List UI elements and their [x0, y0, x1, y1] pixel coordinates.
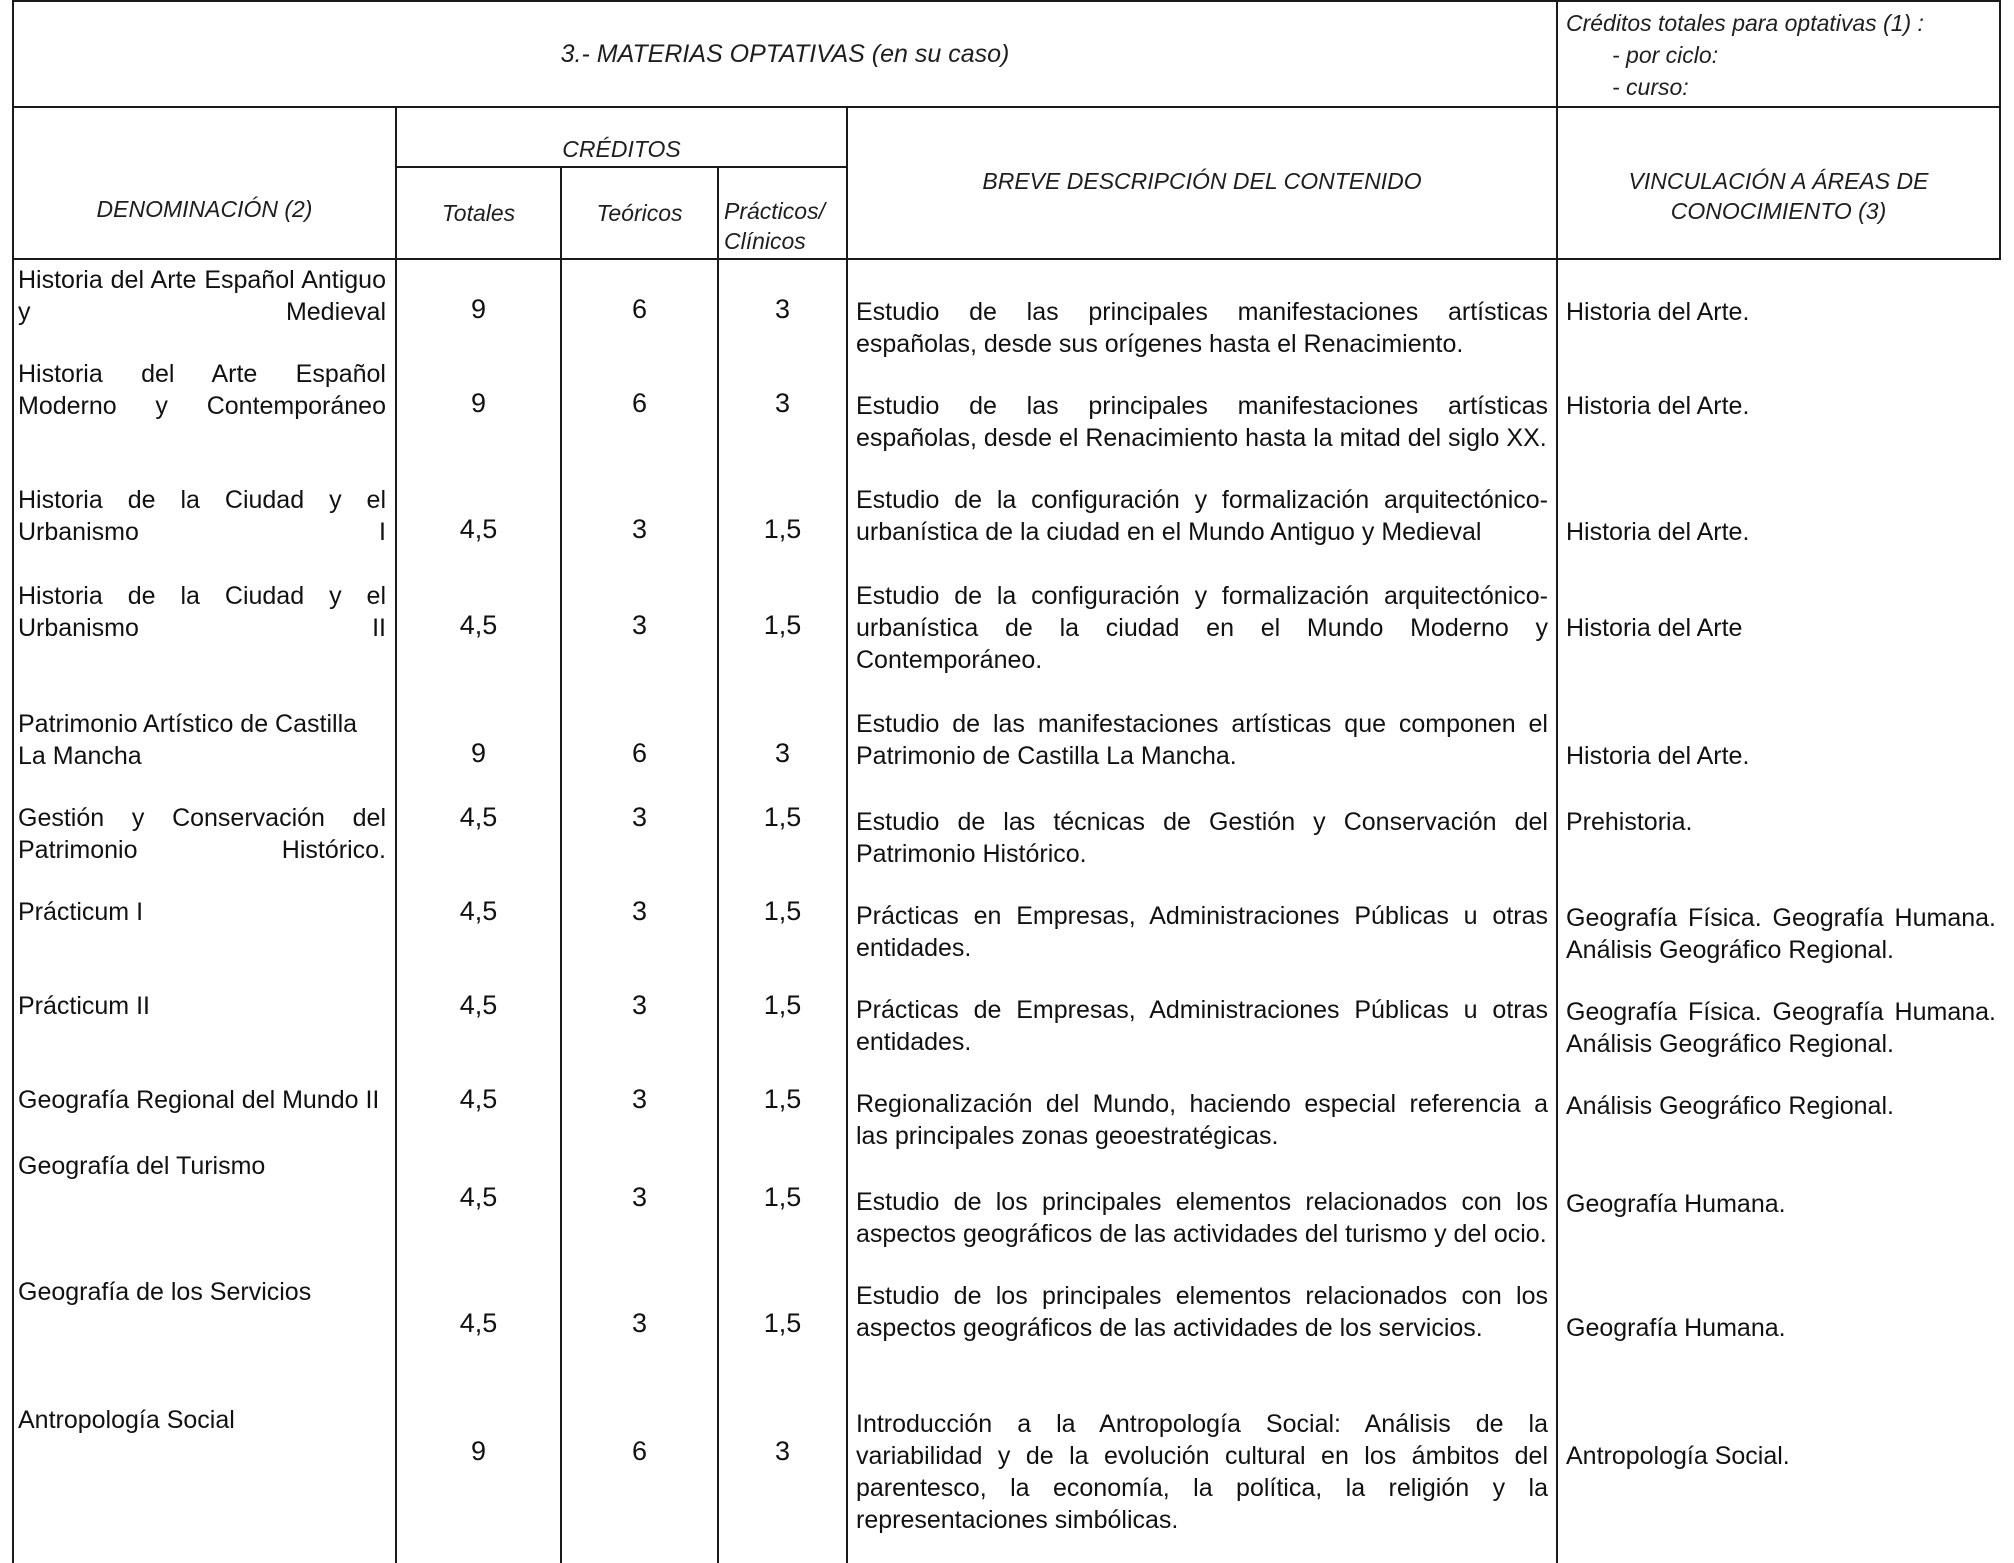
row-vinculacion: Historia del Arte. — [1566, 742, 1750, 770]
row-practicos: 1,5 — [763, 1182, 802, 1212]
credits-note-line3: - curso: — [1612, 74, 1689, 100]
row-totales: 4,5 — [459, 514, 498, 544]
row-teoricos: 3 — [631, 1182, 648, 1212]
col-divider-descripcion — [1556, 0, 1558, 1563]
row-descripcion: Estudio de la configuración y formalización arquitectónico-urbanística de la ciudad en el Mundo Moderno y Contemporáneo. — [856, 582, 1548, 674]
row-denominacion: Geografía Regional del Mundo II — [18, 1086, 380, 1114]
row-teoricos: 3 — [631, 1308, 648, 1338]
row-totales: 4,5 — [459, 1182, 498, 1212]
row-teoricos: 6 — [631, 388, 648, 418]
row-practicos: 3 — [774, 388, 791, 418]
row-descripcion: Estudio de la configuración y formalización arquitectónico-urbanística de la ciudad en el Mundo Antiguo y Medieval — [856, 486, 1548, 546]
column-header-rule — [12, 258, 2001, 260]
row-descripcion: Estudio de las principales manifestaciones artísticas españolas, desde el Renacimiento hasta la mitad del siglo XX. — [856, 392, 1548, 452]
row-teoricos: 6 — [631, 738, 648, 768]
col-header-denominacion: DENOMINACIÓN (2) — [96, 196, 313, 222]
row-vinculacion: Historia del Arte. — [1566, 392, 1750, 420]
row-totales: 9 — [470, 294, 487, 324]
row-practicos: 3 — [774, 294, 791, 324]
row-practicos: 1,5 — [763, 514, 802, 544]
row-teoricos: 3 — [631, 990, 648, 1020]
row-denominacion: Geografía de los Servicios — [18, 1278, 312, 1306]
row-vinculacion: Historia del Arte. — [1566, 298, 1750, 326]
col-header-creditos: CRÉDITOS — [562, 136, 681, 162]
row-descripcion: Estudio de las principales manifestaciones artísticas españolas, desde sus orígenes hasta el Renacimiento. — [856, 298, 1548, 358]
col-header-vinculacion-line2: CONOCIMIENTO (3) — [1670, 198, 1887, 224]
row-practicos: 1,5 — [763, 896, 802, 926]
row-denominacion: Historia de la Ciudad y el Urbanismo II — [18, 582, 386, 642]
row-vinculacion: Antropología Social. — [1566, 1442, 1790, 1470]
row-denominacion: Prácticum I — [18, 898, 144, 926]
row-vinculacion: Geografía Física. Geografía Humana. Análisis Geográfico Regional. — [1566, 998, 1996, 1058]
col-header-descripcion: BREVE DESCRIPCIÓN DEL CONTENIDO — [982, 168, 1422, 194]
row-descripcion: Introducción a la Antropología Social: Análisis de la variabilidad y de la evolución cultural en los ámbitos del parentesco, la economía, la política, la religión y la representaciones simbólicas. — [856, 1410, 1548, 1534]
row-totales: 9 — [470, 388, 487, 418]
row-totales: 9 — [470, 738, 487, 768]
row-vinculacion: Geografía Humana. — [1566, 1314, 1786, 1342]
row-denominacion: Historia de la Ciudad y el Urbanismo I — [18, 486, 386, 546]
row-descripcion: Estudio de los principales elementos relacionados con los aspectos geográficos de las actividades del turismo y del ocio. — [856, 1188, 1548, 1248]
row-practicos: 3 — [774, 1436, 791, 1466]
col-header-practicos-line1: Prácticos/ — [724, 198, 825, 224]
col-header-totales: Totales — [441, 200, 516, 226]
row-vinculacion: Historia del Arte. — [1566, 518, 1750, 546]
col-divider-teoricos — [717, 166, 719, 1563]
row-descripcion: Prácticas de Empresas, Administraciones Públicas u otras entidades. — [856, 996, 1548, 1056]
row-teoricos: 3 — [631, 896, 648, 926]
row-denominacion: Gestión y Conservación del Patrimonio Histórico. — [18, 804, 386, 864]
table-top-rule — [12, 0, 2001, 2]
row-denominacion: Geografía del Turismo — [18, 1152, 266, 1180]
row-practicos: 1,5 — [763, 1084, 802, 1114]
col-header-practicos-line2: Clínicos — [724, 228, 806, 254]
left-border — [12, 0, 14, 1563]
section-title: 3.- MATERIAS OPTATIVAS (en su caso) — [560, 40, 1010, 68]
row-practicos: 1,5 — [763, 802, 802, 832]
row-totales: 4,5 — [459, 610, 498, 640]
row-practicos: 1,5 — [763, 990, 802, 1020]
row-teoricos: 6 — [631, 294, 648, 324]
row-practicos: 1,5 — [763, 1308, 802, 1338]
right-border — [1999, 0, 2001, 260]
col-header-vinculacion-line1: VINCULACIÓN A ÁREAS DE — [1628, 168, 1929, 194]
row-denominacion: Antropología Social — [18, 1406, 235, 1434]
row-teoricos: 3 — [631, 514, 648, 544]
row-descripcion: Estudio de los principales elementos relacionados con los aspectos geográficos de las actividades de los servicios. — [856, 1282, 1548, 1342]
row-teoricos: 3 — [631, 610, 648, 640]
col-header-teoricos: Teóricos — [596, 200, 683, 226]
row-denominacion: Historia del Arte Español Antiguo y Medieval — [18, 266, 386, 326]
row-vinculacion: Prehistoria. — [1566, 808, 1693, 836]
row-descripcion: Prácticas en Empresas, Administraciones Públicas u otras entidades. — [856, 902, 1548, 962]
row-totales: 4,5 — [459, 896, 498, 926]
row-totales: 4,5 — [459, 802, 498, 832]
header-rule — [12, 106, 2001, 108]
creditos-rule — [395, 166, 847, 168]
row-vinculacion: Historia del Arte — [1566, 614, 1743, 642]
row-teoricos: 6 — [631, 1436, 648, 1466]
row-totales: 4,5 — [459, 1308, 498, 1338]
row-denominacion: Prácticum II — [18, 992, 150, 1020]
row-practicos: 3 — [774, 738, 791, 768]
row-teoricos: 3 — [631, 1084, 648, 1114]
row-practicos: 1,5 — [763, 610, 802, 640]
row-denominacion: Historia del Arte Español Moderno y Contemporáneo — [18, 360, 386, 420]
row-descripcion: Estudio de las técnicas de Gestión y Conservación del Patrimonio Histórico. — [856, 808, 1548, 868]
row-totales: 4,5 — [459, 990, 498, 1020]
col-divider-totales — [560, 166, 562, 1563]
row-denominacion: Patrimonio Artístico de Castilla La Mancha — [18, 710, 358, 770]
row-vinculacion: Geografía Física. Geografía Humana. Análisis Geográfico Regional. — [1566, 904, 1996, 964]
row-totales: 4,5 — [459, 1084, 498, 1114]
row-vinculacion: Análisis Geográfico Regional. — [1566, 1092, 1894, 1120]
row-descripcion: Regionalización del Mundo, haciendo especial referencia a las principales zonas geoestratégicas. — [856, 1090, 1548, 1150]
row-totales: 9 — [470, 1436, 487, 1466]
credits-note-line2: - por ciclo: — [1612, 42, 1719, 68]
col-divider-creditos — [846, 106, 848, 1563]
row-vinculacion: Geografía Humana. — [1566, 1190, 1786, 1218]
row-descripcion: Estudio de las manifestaciones artísticas que componen el Patrimonio de Castilla La Mancha. — [856, 710, 1548, 770]
credits-note-line1: Créditos totales para optativas (1) : — [1566, 10, 1924, 36]
row-teoricos: 3 — [631, 802, 648, 832]
